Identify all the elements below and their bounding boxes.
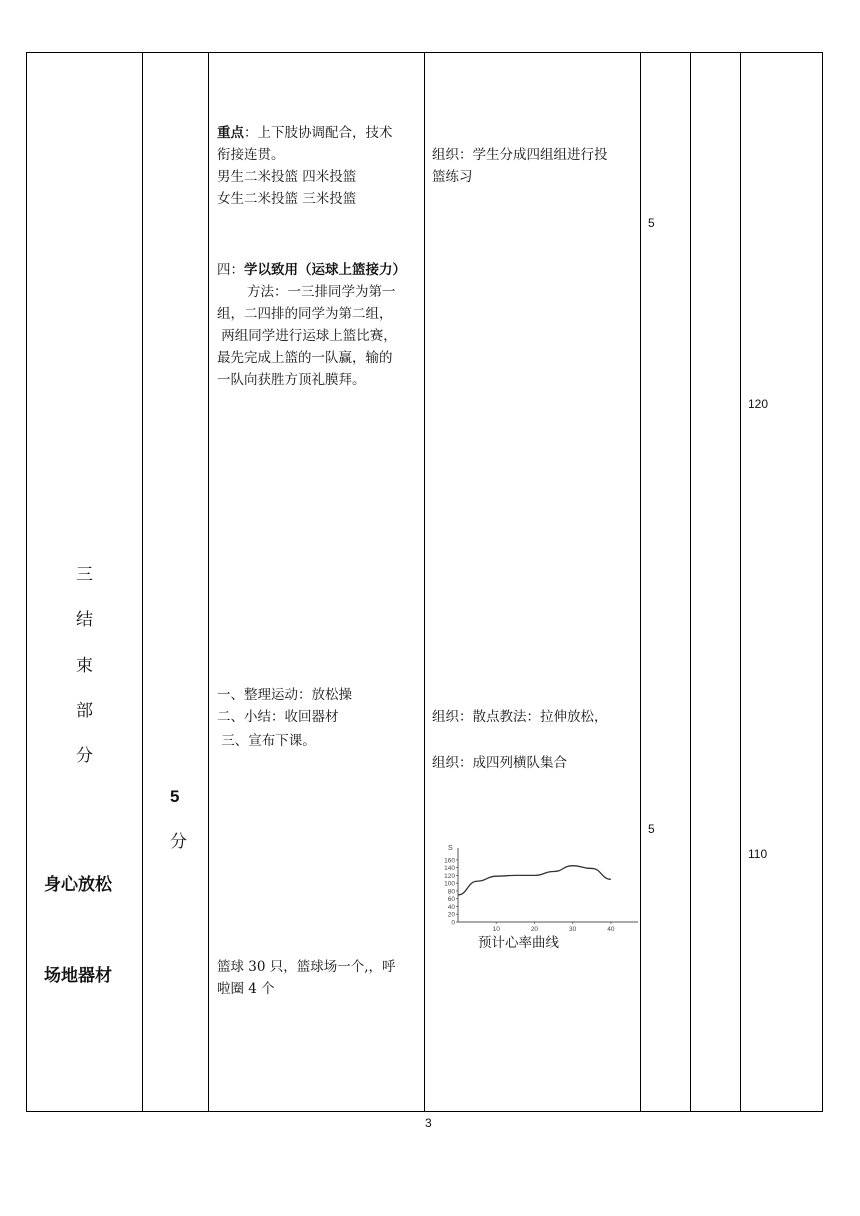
method-line: 组，二四排的同学为第二组， <box>217 306 393 322</box>
x-tick-label: 30 <box>569 926 577 933</box>
section-char: 分 <box>76 746 93 766</box>
y-tick-label: 60 <box>447 896 455 904</box>
org-practice-line: 组织：学生分成四组组进行投 <box>432 147 608 163</box>
part4-heading <box>217 259 406 281</box>
part4-title: 学以致用（运球上篮接力） <box>244 262 406 278</box>
column-divider <box>740 52 741 1112</box>
key-text: ：上下肢协调配合，技术 <box>244 125 393 141</box>
key-text-cont: 衔接连贯。 <box>217 147 285 163</box>
heart-rate-value: 120 <box>748 397 769 411</box>
count-value: 5 <box>648 216 655 230</box>
y-tick-label: 20 <box>447 911 455 919</box>
section-char: 部 <box>76 701 93 721</box>
time-unit: 分 <box>170 832 187 852</box>
end-line: 三、宣布下课。 <box>217 733 316 749</box>
method-line: 方法：一三排同学为第一 <box>217 284 396 300</box>
heart-rate-value: 110 <box>748 847 768 861</box>
relax-label: 身心放松 <box>44 875 112 895</box>
key-label: 重点 <box>217 125 244 141</box>
section-char: 结 <box>76 610 93 630</box>
end-line: 二、小结：收回器材 <box>217 709 339 725</box>
y-tick-label: 80 <box>447 888 455 896</box>
method-line: 最先完成上篮的一队赢，输的 <box>217 350 393 366</box>
equipment-line: 啦圈 4 个 <box>217 981 275 997</box>
y-tick-label: 40 <box>447 903 455 911</box>
column-divider <box>640 52 641 1112</box>
y-tick-label: 0 <box>451 919 455 927</box>
column-divider <box>424 52 425 1112</box>
y-tick-label: 160 <box>444 857 455 865</box>
time-value: 5 <box>170 787 180 806</box>
y-tick-label: 100 <box>444 880 455 888</box>
page-number: 3 <box>425 1116 432 1130</box>
x-tick-label: 10 <box>492 926 500 933</box>
org-practice-line: 篮练习 <box>432 169 473 185</box>
girls-shooting: 女生二米投篮 三米投篮 <box>217 191 357 207</box>
org-relax: 组织：散点教法：拉伸放松， <box>432 709 608 725</box>
method-line: 两组同学进行运球上篮比赛， <box>217 328 397 344</box>
heart-rate-series-line <box>458 866 611 895</box>
chart-caption: 预计心率曲线 <box>478 935 559 951</box>
column-divider <box>142 52 143 1112</box>
y-tick-label: 120 <box>444 872 455 880</box>
section-char: 三 <box>76 565 93 585</box>
x-tick-label: 40 <box>607 926 615 933</box>
method-line: 一队向获胜方顶礼膜拜。 <box>217 372 366 388</box>
count-value: 5 <box>648 822 655 836</box>
section-char: 束 <box>76 656 93 676</box>
equipment-label: 场地器材 <box>44 966 112 986</box>
boys-shooting: 男生二米投篮 四米投篮 <box>217 169 357 185</box>
y-tick-label: 140 <box>444 865 455 873</box>
end-line: 一、整理运动：放松操 <box>217 687 352 703</box>
y-axis-label: S <box>448 845 453 852</box>
part4-prefix: 四： <box>217 262 244 278</box>
column-divider <box>208 52 209 1112</box>
column-divider <box>690 52 691 1112</box>
org-assemble: 组织：成四列横队集合 <box>432 755 567 771</box>
heart-rate-chart <box>436 842 642 936</box>
x-tick-label: 20 <box>530 926 539 933</box>
equipment-line: 篮球 30 只，篮球场一个,，呼 <box>217 959 396 975</box>
key-point <box>217 122 393 144</box>
